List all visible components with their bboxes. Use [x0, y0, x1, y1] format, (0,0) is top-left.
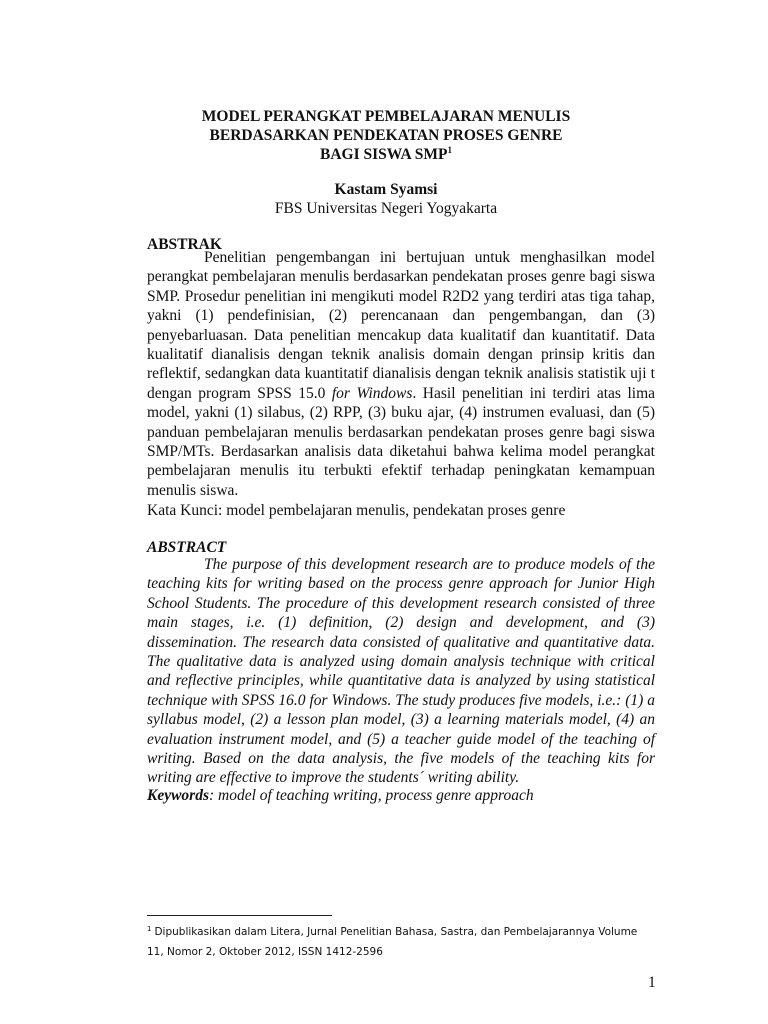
abstract-heading: ABSTRACT: [147, 539, 227, 556]
footnote: [147, 922, 657, 962]
title-footnote-marker: 1: [447, 144, 452, 155]
abstract-body: [147, 555, 655, 788]
abstrak-text-italic: for Windows: [331, 384, 413, 402]
title-line-2: BERDASARKAN PENDEKATAN PROSES GENRE: [209, 127, 563, 144]
keywords-line: [147, 786, 534, 806]
keywords-label: Keywords: [147, 787, 209, 804]
title-line-3: [146, 145, 626, 164]
title-line-3-text: BAGI SISWA SMP: [320, 146, 448, 163]
abstrak-body: [147, 248, 655, 500]
abstrak-paragraph: [147, 248, 655, 500]
kata-kunci: Kata Kunci: model pembelajaran menulis, pendekatan proses genre: [147, 502, 566, 519]
author-name: Kastam Syamsi: [334, 181, 438, 198]
abstrak-text-part-1: Penelitian pengembangan ini bertujuan untuk menghasilkan model perangkat pembelajaran menulis berdasarkan pendekatan proses genre bagi siswa SMP. Prosedur penelitian ini mengikuti model R2D2 yang terdiri atas tiga tahap, yakni (1) pendefinisian, (2) perencanaan dan pengembangan, dan (3) penyebarluasan. Data penelitian mencakup data kualitatif dan kuantitatif. Data kualitatif dianalisis dengan teknik analisis domain dengan prinsip kritis dan reflektif, sedangkan data kuantitatif dianalisis dengan teknik analisis statistik uji t dengan program SPSS 15.0: [147, 249, 655, 402]
footnote-text: Dipublikasikan dalam Litera, Jurnal Penelitian Bahasa, Sastra, dan Pembelajarannya Volume 11, Nomor 2, Oktober 2012, ISSN 1412-2596: [147, 926, 638, 958]
paper-title: [146, 107, 626, 164]
page-number: 1: [648, 974, 656, 991]
abstrak-text-part-2: . Hasil penelitian ini terdiri atas lima model, yakni (1) silabus, (2) RPP, (3) buku ajar, (4) instrumen evaluasi, dan (5) panduan pembelajaran menulis berdasarkan pendekatan proses genre bagi siswa SMP/MTs. Berdasarkan analisis data diketahui bahwa kelima model perangkat pembelajaran menulis itu terbukti efektif terhadap peningkatan kemampuan menulis siswa.: [147, 384, 656, 499]
abstrak-heading: ABSTRAK: [147, 236, 222, 253]
abstract-paragraph: The purpose of this development research are to produce models of the teaching kits for writing based on the process genre approach for Junior High School Students. The procedure of this development research consisted of three main stages, i.e. (1) definition, (2) design and development, and (3) dissemination. The research data consisted of qualitative and quantitative data. The qualitative data is analyzed using domain analysis technique with critical and reflective principles, while quantitative data is analyzed by using statistical technique with SPSS 16.0 for Windows. The study produces five models, i.e.: (1) a syllabus model, (2) a lesson plan model, (3) a learning materials model, (4) an evaluation instrument model, and (5) a teacher guide model of the teaching of writing. Based on the data analysis, the five models of the teaching kits for writing are effective to improve the students´ writing ability.: [147, 556, 655, 787]
footnote-divider: [147, 915, 332, 916]
keywords-text: : model of teaching writing, process genre approach: [209, 787, 534, 804]
footnote-marker: 1: [147, 924, 152, 933]
title-line-1: MODEL PERANGKAT PEMBELAJARAN MENULIS: [201, 108, 571, 125]
author-affiliation: FBS Universitas Negeri Yogyakarta: [274, 200, 498, 217]
